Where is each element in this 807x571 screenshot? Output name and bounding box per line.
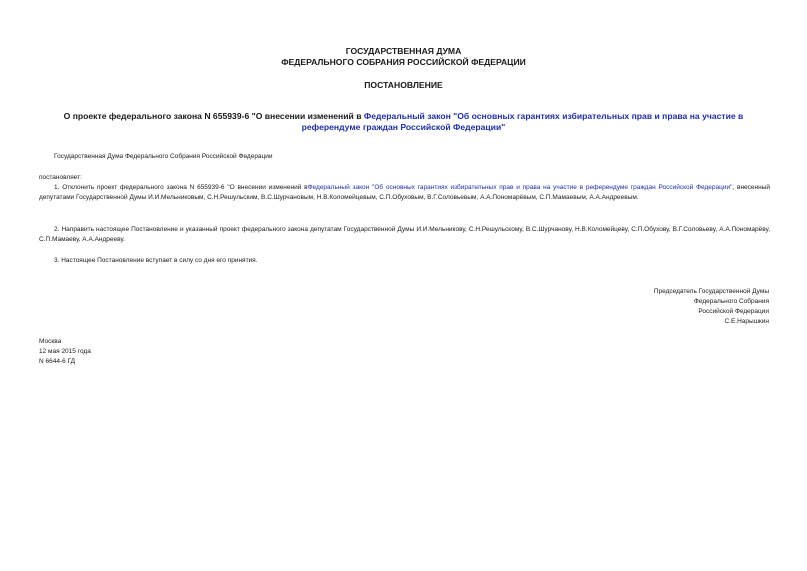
signature-block	[654, 287, 769, 327]
decree-word: постановляет:	[39, 174, 82, 181]
signature-position: Председатель Государственной Думы	[653, 288, 769, 295]
intro-paragraph: Государственная Дума Федерального Собрания Российской Федерации	[54, 153, 273, 160]
subject-prefix: О проекте федерального закона N 655939-6 "О внесении изменений в	[63, 111, 364, 121]
header-state-duma: ГОСУДАРСТВЕННАЯ ДУМА	[345, 46, 462, 56]
header-federal-assembly: ФЕДЕРАЛЬНОГО СОБРАНИЯ РОССИЙСКОЙ ФЕДЕРАЦИИ	[281, 57, 526, 67]
paragraph-1-suffix: , внесенный депутатами Государственной Думы И.И.Мельниковым, С.Н.Решульским, В.С.Шурчановым, Н.В.Коломейцевым, С.П.Обуховым, В.Г.Соловьевым, А.А.Пономарёвым, С.П.Мамаевым, А.А.Андреевым.	[39, 184, 771, 201]
signature-name: С.Е.Нарышкин	[724, 318, 769, 325]
document-type-title: ПОСТАНОВЛЕНИЕ	[364, 80, 443, 90]
paragraph-3: 3. Настоящее Постановление вступает в силу со дня его принятия.	[54, 257, 258, 264]
document-footer	[39, 337, 91, 367]
signature-assembly: Федерального Собрания	[693, 298, 769, 305]
paragraph-2: 2. Направить настоящее Постановление и указанный проект федерального закона депутатам Государственной Думы И.И.Мельникову, С.Н.Решульскому, В.С.Шурчанову, Н.В.Коломейцеву, С.П.Обухову, В.Г.Соловьеву, А.А.Пономарёву, С.П.Мамаеву, А.А.Андрееву.	[39, 226, 770, 243]
subject-law-link[interactable]: Федеральный закон "Об основных гарантиях избирательных прав и права на участие в референдуме граждан Российской Федерации"	[301, 111, 744, 132]
document-subject	[40, 111, 767, 133]
footer-number: N 6644-6 ГД	[39, 358, 76, 365]
footer-city: Москва	[39, 338, 62, 345]
paragraph-1-law-link[interactable]: Федеральный закон "Об основных гарантиях избирательных прав и права на участие в референдуме граждан Российской Федерации"	[307, 184, 733, 191]
paragraph-1-prefix: 1. Отклонить проект федерального закона N 655939-6 "О внесении изменений в	[54, 184, 308, 191]
signature-country: Российской Федерации	[698, 308, 769, 315]
paragraph-1	[39, 183, 770, 203]
footer-date: 12 мая 2015 года	[39, 348, 91, 355]
